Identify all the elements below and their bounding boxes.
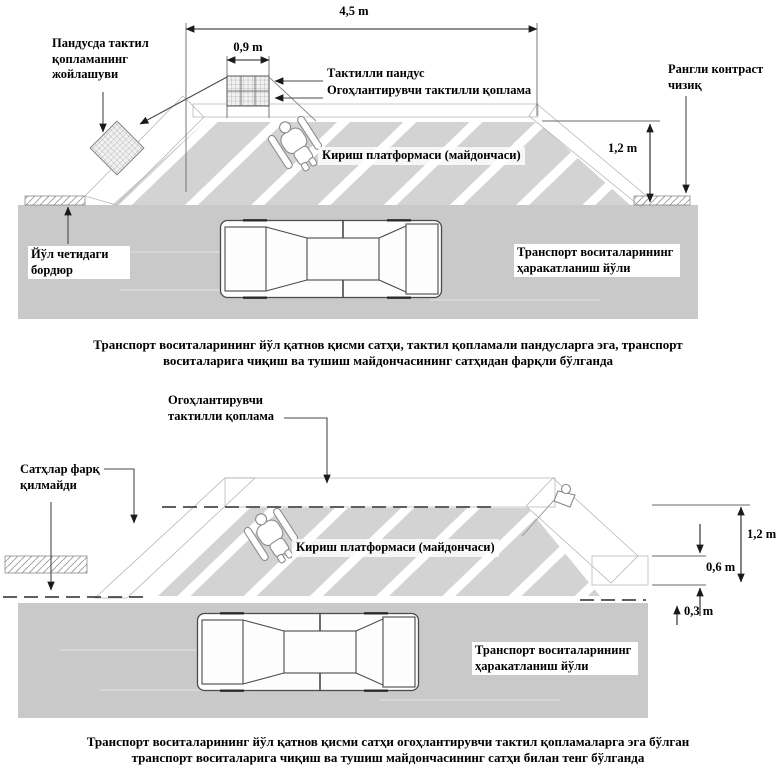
ramp-tactile-pad xyxy=(90,121,144,175)
pad-projection-line xyxy=(269,77,316,121)
contrast-line-label: Рангли контраст чизиқ xyxy=(668,62,764,92)
road-label: Транспорт воситаларининг ҳаракатланиш йўли xyxy=(514,244,680,277)
curb-label: Йўл четидаги бордюр xyxy=(28,246,130,279)
road-label-2: Транспорт воситаларининг ҳаракатланиш йўли xyxy=(472,642,638,675)
dim-width-label: 4,5 m xyxy=(339,4,369,18)
dim-extension-lines-2 xyxy=(652,505,750,585)
dim-height-label: 1,2 m xyxy=(608,141,638,155)
contrast-strip xyxy=(634,196,690,205)
warning-band-top xyxy=(225,478,555,507)
diagram2-caption: Транспорт воситаларининг йўл қатнов қисми сатҳи огоҳлантирувчи тактил қопламаларга эга бўлган транспорт воситаларига чиқиш ва тушиш майдончасининг сатҳи билан тенг бўлганда xyxy=(86,734,690,766)
pad-location-label: Пандусда тактил қопламанинг жойлашуви xyxy=(52,36,149,82)
sidewalk-strip-left xyxy=(5,556,87,573)
warning-band-right-strip xyxy=(592,556,648,585)
warning-tactile-arrow-2 xyxy=(284,418,327,483)
dim-strip-label: 0,6 m xyxy=(706,560,736,574)
platform-label-2: Кириш платформаси (майдончаси) xyxy=(292,539,499,557)
tactile-ramp-label: Тактилли пандус xyxy=(327,66,425,80)
levels-equal-label: Сатҳлар фарқ қилмайди xyxy=(20,462,100,492)
dim-height-label-2: 1,2 m xyxy=(747,527,776,541)
dim-pad-label: 0,9 m xyxy=(233,40,263,54)
warning-tactile-label: Огоҳлантирувчи тактилли қоплама xyxy=(327,83,532,97)
dim-edge-label: 0,3 m xyxy=(684,604,714,618)
diagram1-caption: Транспорт воситаларининг йўл қатнов қисми сатҳи, тактил қопламали пандусларга эга, транспорт воситаларига чиқиш ва тушиш майдончасининг сатҳидан фарқли бўлганда xyxy=(93,337,683,369)
car-top-view-icon-2 xyxy=(198,613,419,690)
warning-tactile-label-2: Огоҳлантирувчи тактилли қоплама xyxy=(168,393,275,423)
curb-strip xyxy=(25,196,85,205)
car-top-view-icon xyxy=(221,220,442,297)
platform-label: Кириш платформаси (майдончаси) xyxy=(318,147,525,165)
